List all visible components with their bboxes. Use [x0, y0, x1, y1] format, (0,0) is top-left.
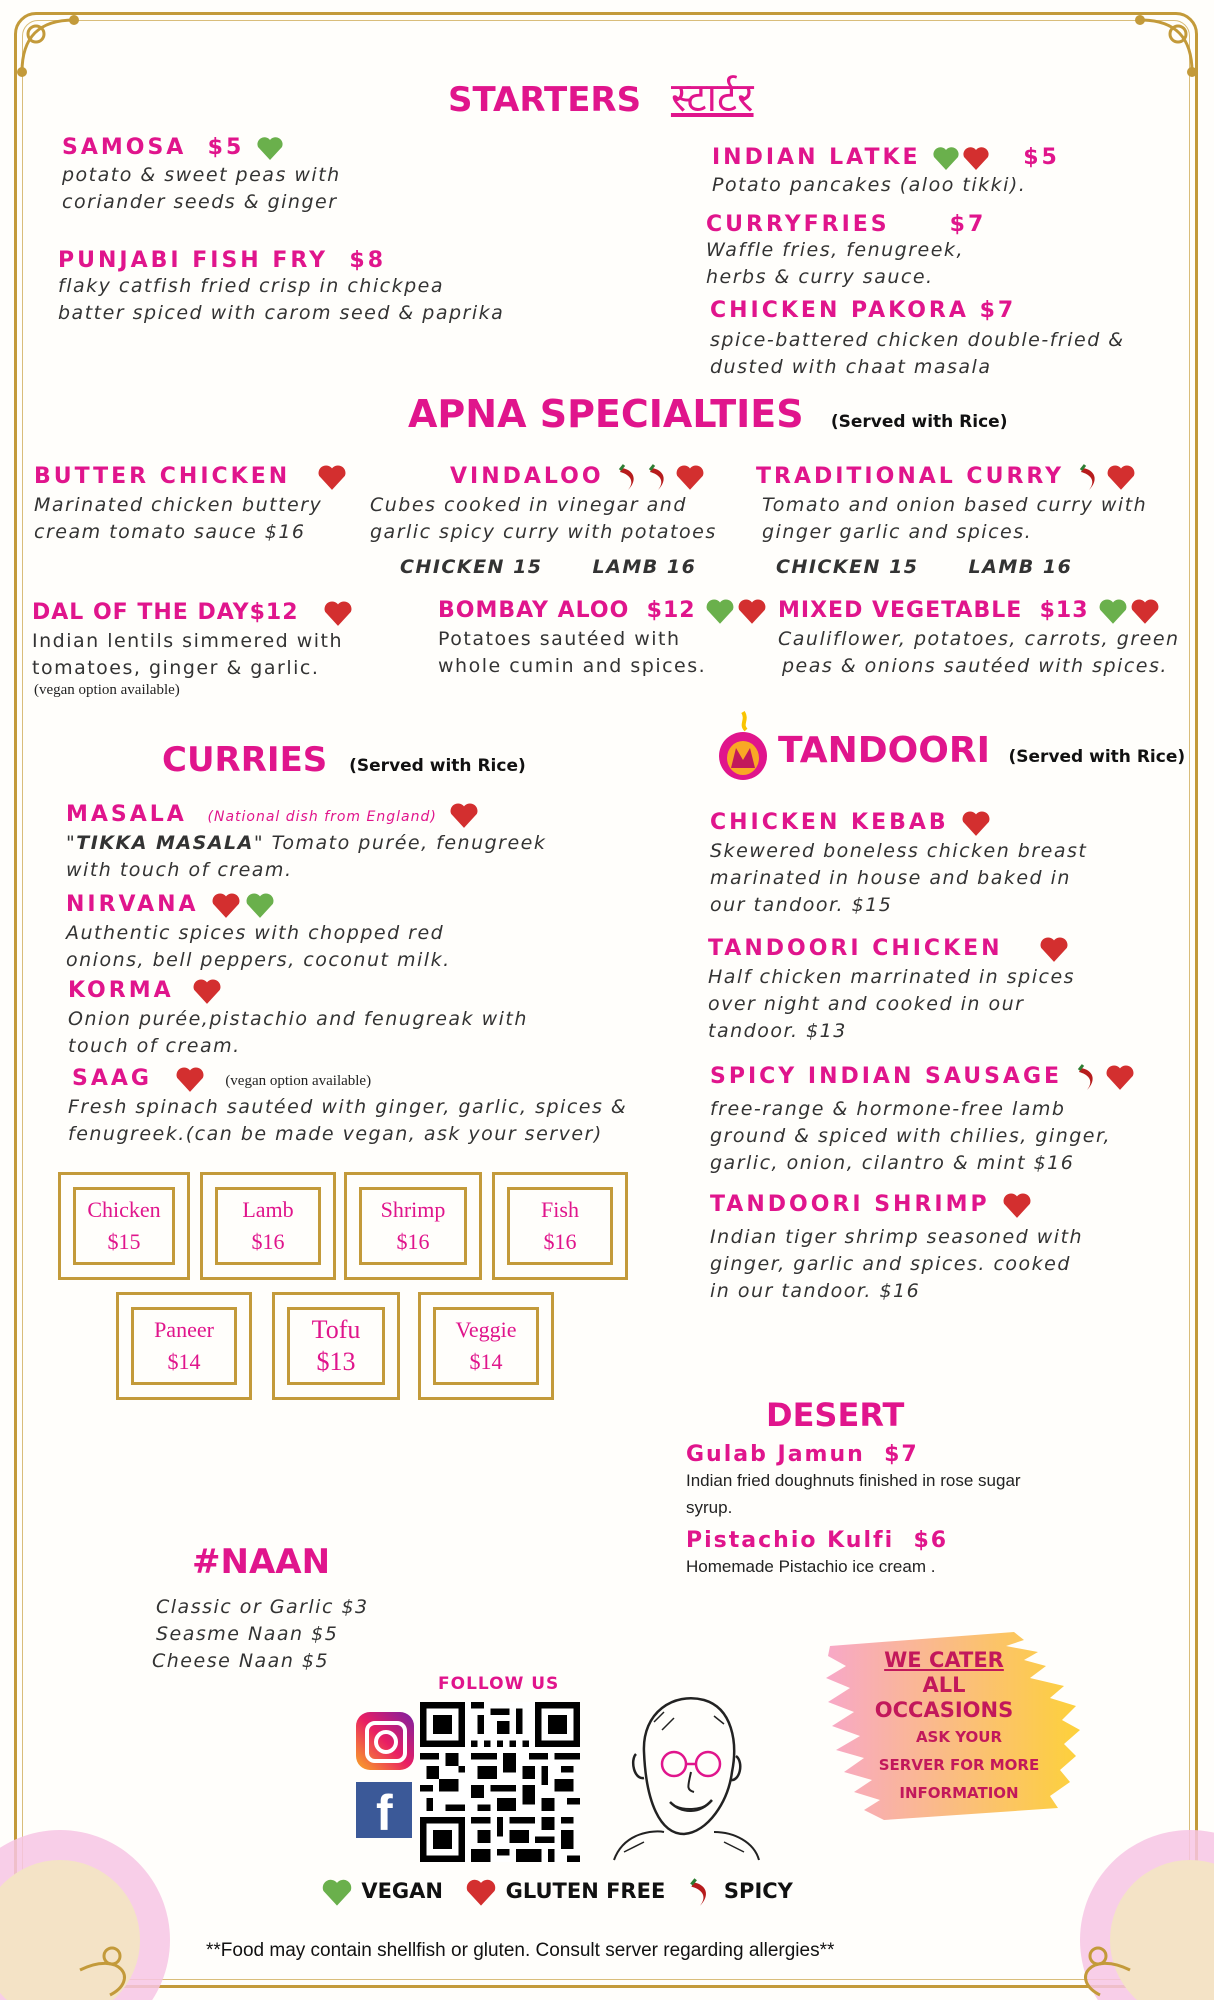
follow-us-title: FOLLOW US	[438, 1674, 560, 1694]
qr-code-icon[interactable]	[420, 1702, 580, 1862]
naan-list	[152, 1594, 369, 1675]
gluten-free-heart-icon	[1000, 1190, 1034, 1220]
gluten-free-heart-icon	[321, 598, 355, 628]
protein-box: Fish $16	[492, 1172, 628, 1280]
tandoori-shrimp-item: TANDOORI SHRIMP Indian tiger shrimp seasoned with ginger, garlic and spices. cooked in our tandoor. $16	[710, 1192, 1084, 1302]
allergy-disclaimer: **Food may contain shellfish or gluten. Consult server regarding allergies**	[206, 1940, 835, 1961]
gluten-free-heart-icon	[209, 890, 243, 920]
desert-title: DESERT	[766, 1396, 905, 1434]
corner-ornament-icon	[14, 12, 84, 82]
protein-box: Veggie $14	[418, 1292, 554, 1400]
vegan-heart-icon	[931, 144, 961, 172]
gluten-free-heart-icon	[1129, 596, 1161, 626]
gluten-free-heart-icon	[961, 144, 991, 172]
gluten-free-heart-icon	[447, 800, 481, 830]
starters-title: STARTERS स्टार्टर	[448, 75, 754, 121]
instagram-icon[interactable]	[356, 1712, 414, 1770]
vegan-heart-icon	[1097, 596, 1129, 626]
samosa-item: SAMOSA $5 potato & sweet peas with coriander seeds & ginger	[62, 135, 341, 213]
legend-gluten-free: GLUTEN FREE	[505, 1879, 666, 1903]
chicken-pakora-item: CHICKEN PAKORA $7 spice-battered chicken double-fried & dusted with chaat masala	[710, 298, 1125, 378]
tandoori-title: TANDOORI (Served with Rice)	[778, 730, 1186, 771]
fish-fry-item: PUNJABI FISH FRY $8 flaky catfish fried crisp in chickpea batter spiced with carom seed & paprika	[58, 248, 505, 324]
tandoor-logo-icon	[716, 710, 770, 782]
pistachio-kulfi-item: Pistachio Kulfi $6 Homemade Pistachio ice cream .	[686, 1528, 949, 1576]
vindaloo-item: VINDALOO Cubes cooked in vinegar and garlic spicy curry with potatoes CHICKEN 15 LAMB 16	[370, 464, 717, 578]
spicy-sausage-item: SPICY INDIAN SAUSAGE free-range & hormone-free lamb ground & spiced with chilies, ginger, garlic, onion, cilantro & mint $16	[710, 1062, 1137, 1177]
chili-icon	[685, 1876, 717, 1908]
chili-icon	[644, 462, 674, 492]
protein-box: Chicken $15	[58, 1172, 190, 1280]
gluten-free-heart-icon	[959, 808, 993, 838]
vegan-heart-icon	[255, 134, 285, 162]
protein-box: Paneer $14	[116, 1292, 252, 1400]
gandhi-portrait-icon	[604, 1682, 764, 1862]
butter-chicken-item: BUTTER CHICKEN Marinated chicken buttery cream tomato sauce $16	[34, 462, 349, 546]
naan-item: Cheese Naan $5	[152, 1650, 330, 1672]
gluten-free-heart-icon	[1103, 1062, 1137, 1092]
vegan-heart-icon	[704, 596, 736, 626]
legend	[320, 1876, 793, 1908]
facebook-icon[interactable]: f	[356, 1782, 412, 1838]
curry-fries-item: CURRYFRIES $7 Waffle fries, fenugreek, herbs & curry sauce.	[706, 212, 987, 288]
protein-box: Shrimp $16	[344, 1172, 482, 1280]
gluten-free-heart-icon	[736, 596, 768, 626]
gluten-free-heart-icon	[674, 462, 706, 492]
naan-item: Seasme Naan $5	[156, 1623, 339, 1645]
legend-spicy: SPICY	[723, 1879, 793, 1903]
vegan-heart-icon	[243, 890, 277, 920]
specialties-title: APNA SPECIALTIES (Served with Rice)	[408, 392, 1008, 436]
gluten-free-heart-icon	[1105, 462, 1137, 492]
gluten-free-heart-icon	[1037, 934, 1071, 964]
gluten-free-heart-icon	[190, 976, 224, 1006]
tandoori-chicken-item: TANDOORI CHICKEN Half chicken marrinated in spices over night and cooked in our tandoor. $13	[708, 936, 1076, 1042]
legend-vegan: VEGAN	[361, 1879, 443, 1903]
curries-title: CURRIES (Served with Rice)	[162, 740, 526, 780]
gluten-free-heart-icon	[173, 1064, 207, 1094]
latke-item: INDIAN LATKE $5 Potato pancakes (aloo tikki).	[712, 145, 1060, 196]
naan-item: Classic or Garlic $3	[156, 1596, 369, 1618]
gulab-jamun-item: Gulab Jamun $7 Indian fried doughnuts finished in rose sugar syrup.	[686, 1442, 1021, 1517]
korma-item: KORMA Onion purée,pistachio and fenugreak with touch of cream.	[68, 978, 528, 1057]
gluten-free-heart-icon	[315, 462, 349, 492]
mandala-left-icon	[0, 1780, 220, 2000]
gluten-free-heart-icon	[464, 1876, 498, 1908]
protein-box: Lamb $16	[200, 1172, 336, 1280]
naan-title: #NAAN	[192, 1542, 331, 1582]
traditional-curry-item: TRADITIONAL CURRY Tomato and onion based curry with ginger garlic and spices. CHICKEN 15 LAMB 16	[756, 464, 1148, 578]
masala-item: MASALA (National dish from England) "TIKKA MASALA" Tomato purée, fenugreek with touch of cream.	[66, 802, 547, 881]
vegan-heart-icon	[320, 1876, 354, 1908]
chili-icon	[614, 462, 644, 492]
mixed-vegetable-item: MIXED VEGETABLE $13 Cauliflower, potatoes, carrots, green peas & onions sautéed with spices.	[778, 598, 1180, 677]
cater-panel: WE CATER ALL OCCASIONS ASK YOUR SERVER FOR MORE INFORMATION	[874, 1648, 1040, 1802]
chicken-kebab-item: CHICKEN KEBAB Skewered boneless chicken breast marinated in house and baked in our tandoor. $15	[710, 810, 1088, 916]
corner-ornament-icon	[1130, 12, 1200, 82]
nirvana-item: NIRVANA Authentic spices with chopped red onions, bell peppers, coconut milk.	[66, 892, 451, 971]
protein-box: Tofu $13	[272, 1292, 400, 1400]
bombay-aloo-item: BOMBAY ALOO $12 Potatoes sautéed with whole cumin and spices.	[438, 596, 768, 680]
chili-icon	[1075, 462, 1105, 492]
dal-item: DAL OF THE DAY$12 Indian lentils simmered with tomatoes, ginger & garlic. (vegan option available)	[32, 598, 355, 699]
chili-icon	[1073, 1062, 1103, 1092]
saag-item: SAAG (vegan option available) Fresh spinach sautéed with ginger, garlic, spices & fenugreek.(can be made vegan, ask your server)	[68, 1066, 628, 1145]
